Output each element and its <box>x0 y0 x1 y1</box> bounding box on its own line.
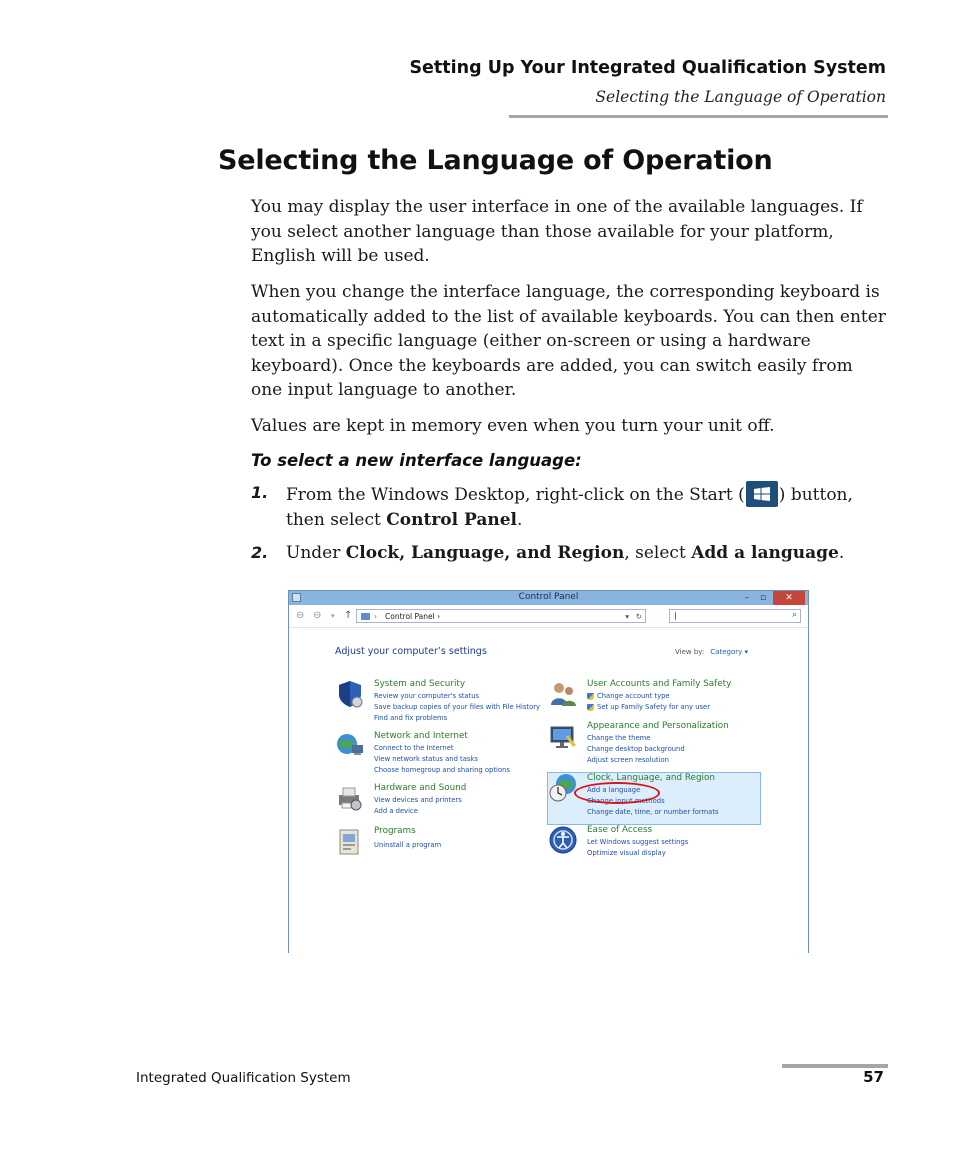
computer-icon <box>361 613 370 620</box>
uac-shield-icon <box>587 704 594 711</box>
paragraph-1: You may display the user interface in one of the available languages. If you select another language than those available for your platform, English will be used. <box>251 197 863 266</box>
control-panel-window: Control Panel – ▫ ✕ ⊖ ⊖ ▾ ↑ › Control Panel › ▾ ↻ | ⌕ Adjust your computer’s settings View by: Category ▾ System and Security Review your computer's status Save backup copies of your files with File History Find and fix problems Network and Internet Connect to the Internet View network status and tasks Choose homegroup and sharing options Hardware and Sound View devices and printers Add a device Programs Uninstall a program User Accounts and Family Safety Change account type Set up Family Safety for any user Appearance and Personalization Change the theme Change desktop background Adjust screen resolution Clock, Language, and Region Add a language Change input methods Change date, time, or number formats Ease of Access Let Windows suggest settings Optimize visual display <box>288 590 809 953</box>
step-text: From the Windows Desktop, right-click on the Start ( ) button, then select Control Panel. <box>286 481 891 532</box>
chevron-down-icon[interactable]: ▾ <box>625 612 629 621</box>
chevron-down-icon[interactable]: ▾ <box>331 612 335 620</box>
paragraph-3: Values are kept in memory even when you turn your unit off. <box>251 416 775 436</box>
ease-of-access-icon <box>548 825 578 855</box>
refresh-icon[interactable]: ↻ <box>635 612 642 621</box>
step-number: 1. <box>251 483 269 502</box>
windows-start-icon <box>746 481 778 507</box>
header-rule <box>509 115 888 118</box>
printer-icon <box>335 783 365 813</box>
users-icon <box>548 679 578 709</box>
page-number: 57 <box>863 1068 884 1086</box>
step-text: Under Clock, Language, and Region, select Add a language. <box>286 543 845 563</box>
search-input[interactable]: | ⌕ <box>669 609 801 623</box>
view-by: View by: Category ▾ <box>675 648 749 656</box>
maximize-icon[interactable]: ▫ <box>759 593 767 603</box>
address-bar <box>289 605 808 628</box>
breadcrumb-separator-icon: › <box>374 612 377 621</box>
up-arrow-icon[interactable]: ↑ <box>344 610 353 621</box>
window-title: Control Panel <box>518 592 579 602</box>
add-a-language-link[interactable]: Add a language <box>587 786 641 794</box>
monitor-icon <box>548 721 578 751</box>
view-by-dropdown[interactable]: Category ▾ <box>710 648 749 656</box>
paragraph-2: When you change the interface language, the corresponding keyboard is automatically added to the list of available keyboards. You can then enter text in a specific language (either on-screen or using a hardware keyboard). Once the keyboards are added, you can switch easily from one input language to another. <box>251 282 886 400</box>
forward-icon[interactable]: ⊖ <box>313 610 322 621</box>
window-title-bar <box>289 591 808 605</box>
callout-circle <box>574 782 660 804</box>
search-icon[interactable]: ⌕ <box>791 610 797 620</box>
programs-icon <box>335 826 365 856</box>
address-box[interactable] <box>356 609 646 623</box>
uac-shield-icon <box>587 693 594 700</box>
minimize-icon[interactable]: – <box>744 593 750 603</box>
section-running-title: Selecting the Language of Operation <box>595 88 886 106</box>
procedure-title: To select a new interface language: <box>251 451 582 470</box>
chapter-title: Setting Up Your Integrated Qualification System <box>409 58 886 78</box>
section-title: Selecting the Language of Operation <box>218 145 773 176</box>
shield-icon <box>335 679 365 709</box>
network-globe-icon <box>335 731 365 761</box>
step-number: 2. <box>251 543 269 562</box>
footer-product-name: Integrated Qualification System <box>136 1070 351 1086</box>
clock-globe-icon <box>548 773 578 803</box>
adjust-settings-heading: Adjust your computer’s settings <box>335 646 487 657</box>
close-icon[interactable]: ✕ <box>773 591 805 605</box>
back-icon[interactable]: ⊖ <box>296 610 305 621</box>
breadcrumb-control-panel[interactable]: Control Panel › <box>385 612 441 621</box>
